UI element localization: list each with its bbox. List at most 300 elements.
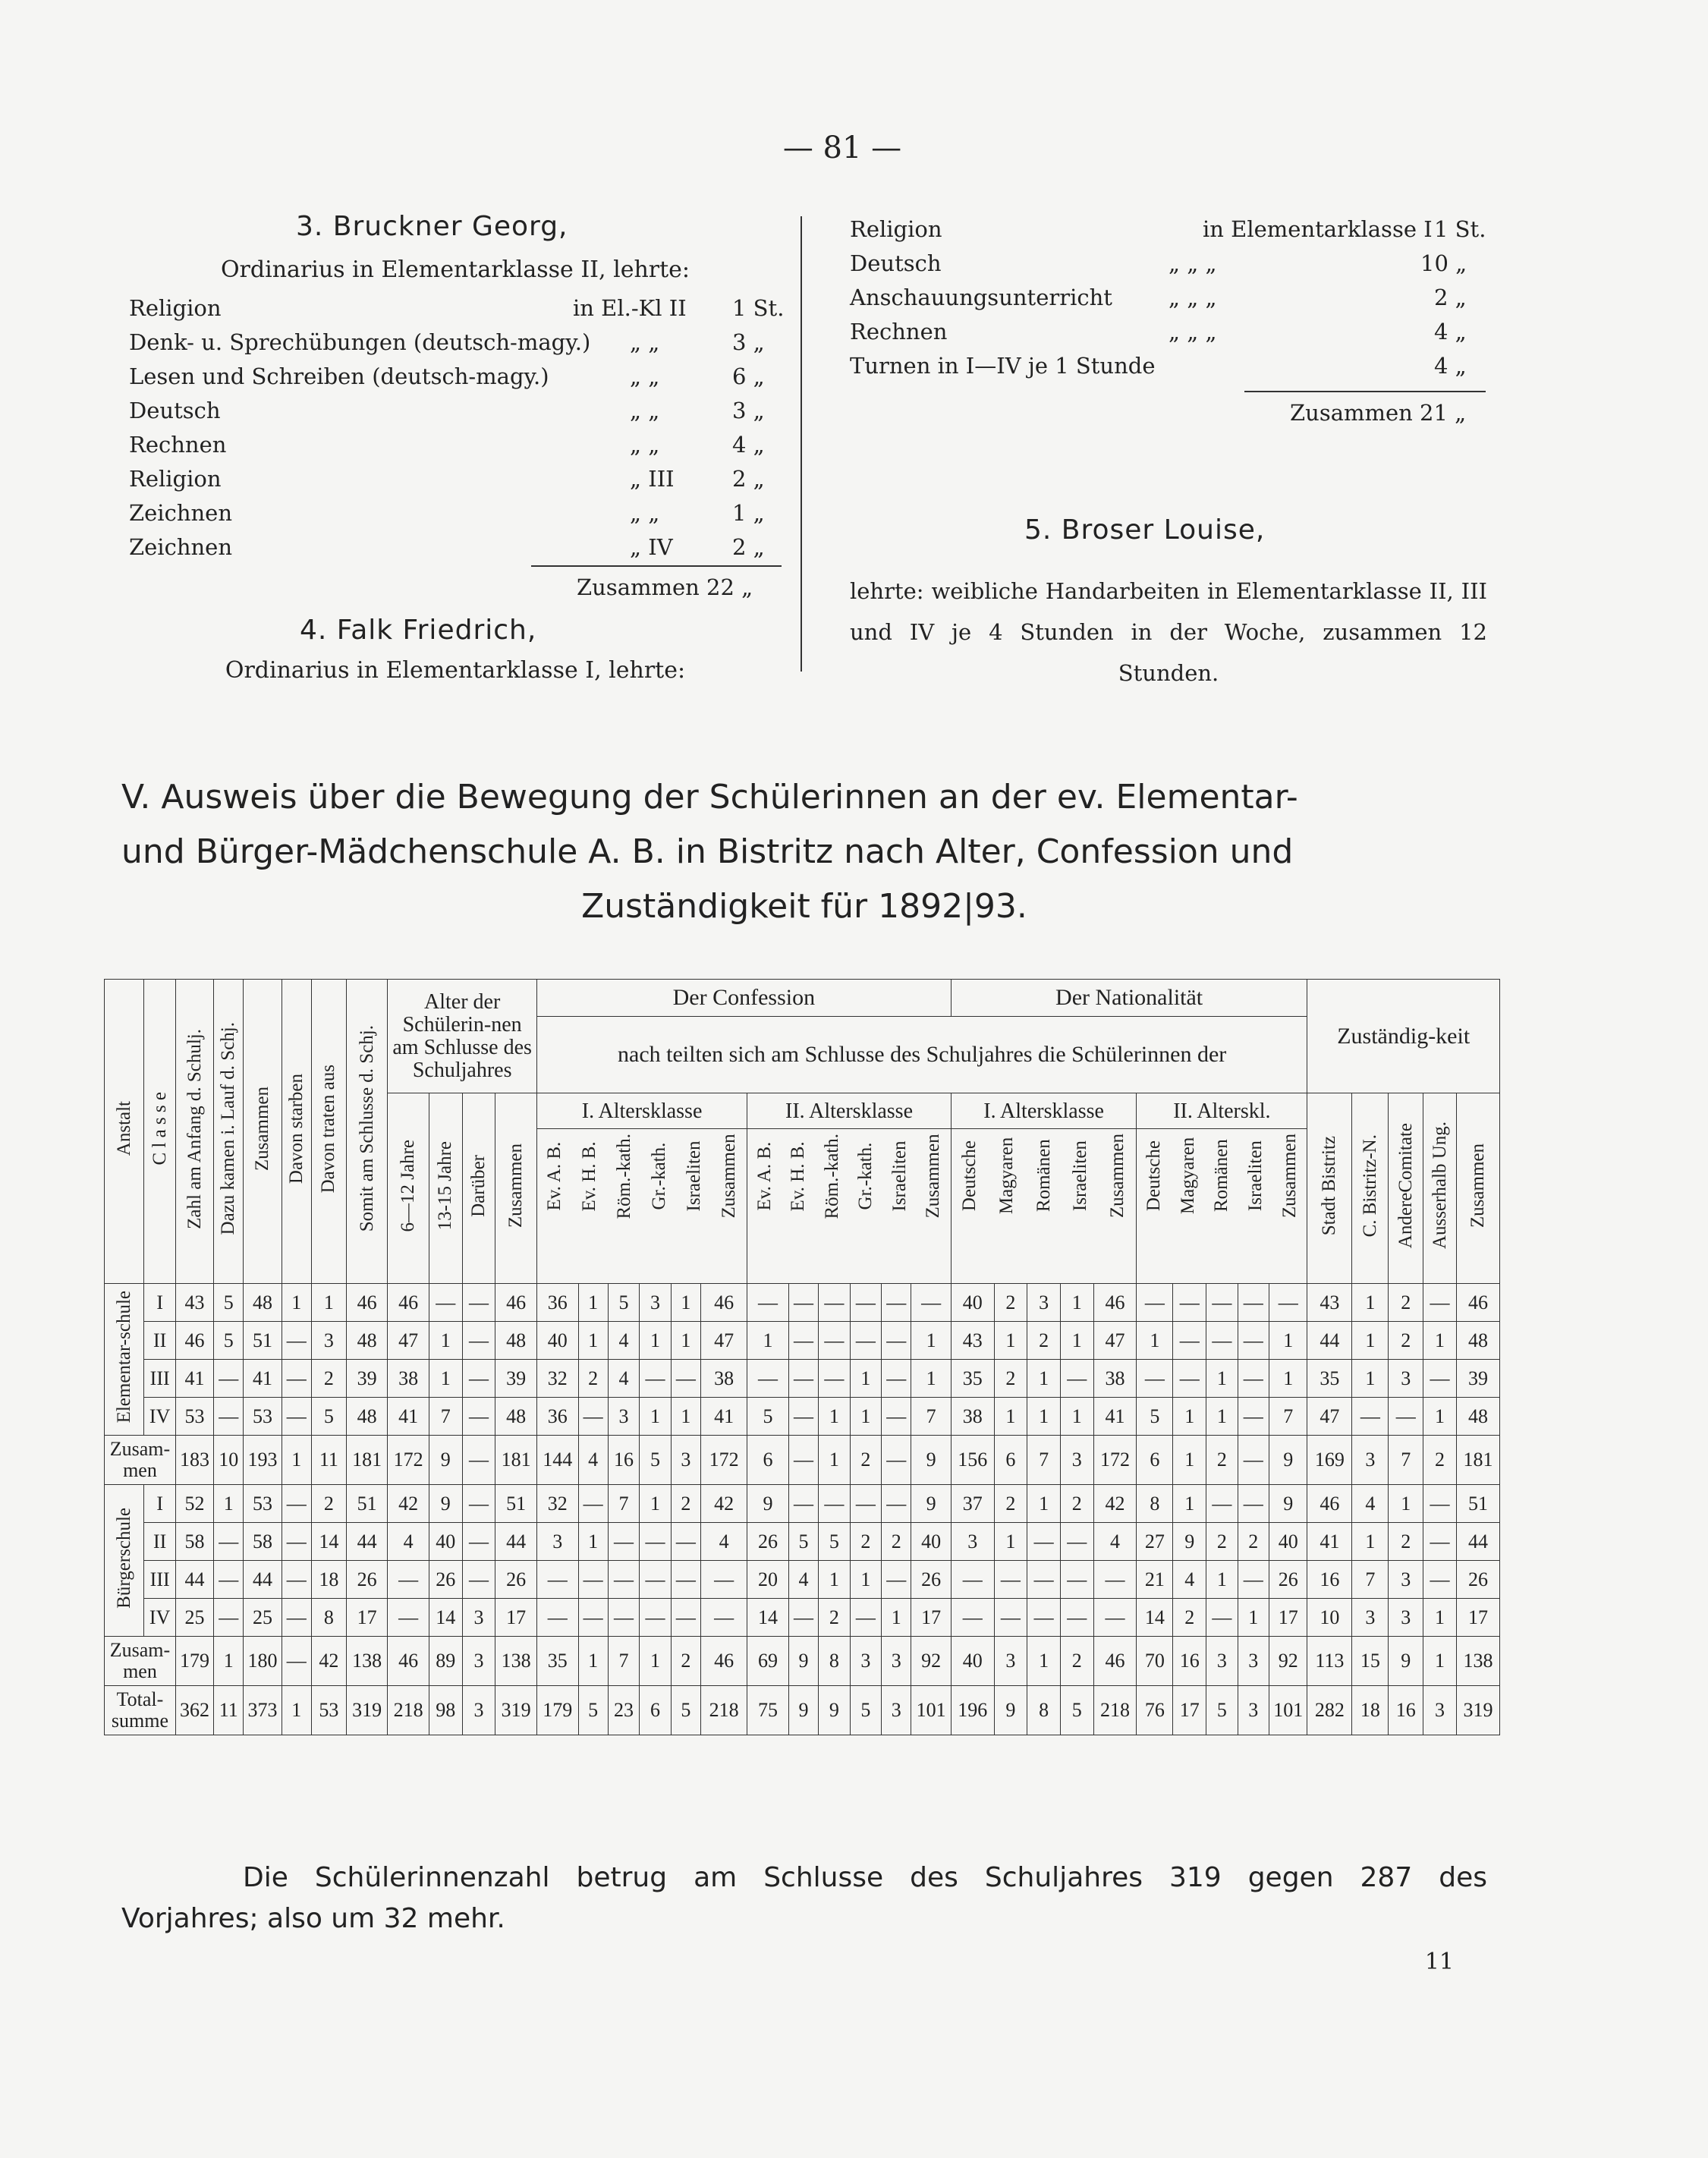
lesson-subject: Religion	[129, 466, 222, 492]
table-cell: 25	[175, 1599, 213, 1637]
lesson-class: „ „	[630, 398, 660, 423]
table-cell: —	[1027, 1599, 1061, 1637]
table-cell: —	[536, 1599, 578, 1637]
table-cell: 42	[701, 1485, 747, 1523]
table-cell: —	[850, 1322, 881, 1360]
table-cell: —	[1206, 1485, 1238, 1523]
table-cell: 14	[1137, 1599, 1173, 1637]
total-cell: 282	[1307, 1686, 1352, 1735]
teacher5-text: lehrte: weibliche Handarbeiten in Elementarklasse II, III und IV je 4 Stunden in der Woche, zusammen 12 Stunden.	[850, 578, 1487, 686]
table-cell: —	[819, 1360, 850, 1398]
sum-cell: 3	[1352, 1436, 1389, 1485]
table-cell: —	[1173, 1284, 1206, 1322]
table-cell: 1	[850, 1561, 881, 1599]
table-cell: 58	[244, 1523, 282, 1561]
table-cell: 2	[994, 1485, 1027, 1523]
table-cell: 26	[1269, 1561, 1307, 1599]
lesson-row	[850, 212, 1495, 247]
table-cell: 1	[1027, 1485, 1061, 1523]
table-cell: —	[1206, 1599, 1238, 1637]
table-cell: 1	[640, 1398, 671, 1436]
lesson-row	[129, 326, 782, 360]
total-cell: 218	[388, 1686, 429, 1735]
lesson-hours: 3 „	[732, 329, 765, 355]
table-cell: 44	[1456, 1523, 1499, 1561]
col-zust-andere-label: AndereComitate	[1395, 1122, 1416, 1249]
lesson-class: „ „ „	[1169, 285, 1217, 310]
table-cell: 1	[747, 1322, 789, 1360]
table-cell: —	[788, 1360, 818, 1398]
table-cell: —	[819, 1284, 850, 1322]
col-somit-label: Somit am Schlusse d. Schj.	[356, 1025, 377, 1232]
sum-cell: 42	[311, 1637, 346, 1686]
table-cell: —	[882, 1360, 911, 1398]
lesson-hours: 6 „	[732, 363, 765, 389]
lesson-subject: Religion	[129, 295, 222, 321]
table-cell: 53	[244, 1485, 282, 1523]
table-cell: 1	[578, 1523, 608, 1561]
table-cell: —	[671, 1360, 700, 1398]
col-conf2-evab: Ev. A. B.	[753, 1141, 775, 1211]
table-cell: 41	[701, 1398, 747, 1436]
total-cell: 5	[1060, 1686, 1093, 1735]
table-cell: 20	[747, 1561, 789, 1599]
total-cell: 8	[1027, 1686, 1061, 1735]
class-cell: II	[144, 1322, 175, 1360]
table-cell: —	[282, 1485, 311, 1523]
lesson-class: „ „ „	[1169, 319, 1217, 344]
col-classe-label: C l a s s e	[149, 1092, 170, 1166]
table-cell: 58	[175, 1523, 213, 1561]
table-cell: 1	[1389, 1485, 1423, 1523]
table-cell: —	[1027, 1523, 1061, 1561]
lesson-subject: Zeichnen	[129, 500, 233, 526]
table-cell: —	[578, 1561, 608, 1599]
table-cell: —	[747, 1284, 789, 1322]
total-cell: 5	[671, 1686, 700, 1735]
table-cell: 52	[175, 1485, 213, 1523]
sum-cell: 6	[747, 1436, 789, 1485]
lesson-class: „ „	[630, 329, 660, 355]
table-cell: 2	[671, 1485, 700, 1523]
table-cell: 3	[462, 1599, 495, 1637]
col-zahl-label: Zahl am Anfang d. Schulj.	[184, 1028, 205, 1229]
col-age-3-label: Darüber	[467, 1154, 489, 1217]
table-cell: 4	[608, 1360, 639, 1398]
table-cell: —	[1060, 1561, 1093, 1599]
table-cell: 48	[244, 1284, 282, 1322]
table-cell: 25	[244, 1599, 282, 1637]
sum-cell: 2	[671, 1637, 700, 1686]
teacher4-lessons	[850, 212, 1495, 383]
table-row	[105, 1360, 1500, 1398]
sum-rule	[531, 565, 782, 567]
lesson-row	[129, 360, 782, 394]
total-label: Total-summe	[105, 1686, 176, 1735]
table-cell: —	[701, 1599, 747, 1637]
total-cell: 11	[214, 1686, 244, 1735]
table-cell: 44	[346, 1523, 388, 1561]
table-cell: 9	[911, 1485, 951, 1523]
col-anstalt	[105, 980, 144, 1284]
table-cell: —	[882, 1561, 911, 1599]
lesson-class: „ IV	[630, 534, 673, 560]
lesson-row	[129, 462, 782, 496]
table-cell: —	[1238, 1398, 1269, 1436]
col-nat-alt1-label: I. Altersklasse	[952, 1099, 1137, 1129]
sum-rule	[1244, 391, 1486, 392]
sum-cell: 6	[1137, 1436, 1173, 1485]
total-cell: 179	[536, 1686, 578, 1735]
col-age-1	[388, 1093, 429, 1284]
class-cell: II	[144, 1523, 175, 1561]
table-cell: —	[1093, 1599, 1137, 1637]
table-cell: 43	[951, 1322, 994, 1360]
table-row	[105, 1523, 1500, 1561]
col-traten	[311, 980, 346, 1284]
sum-cell: 9	[911, 1436, 951, 1485]
table-cell: —	[1423, 1360, 1457, 1398]
table-cell: —	[640, 1523, 671, 1561]
table-cell: 1	[882, 1599, 911, 1637]
sum-cell: 138	[346, 1637, 388, 1686]
sum-cell: 2	[1060, 1637, 1093, 1686]
sum-cell: 1	[1173, 1436, 1206, 1485]
table-cell: 1	[578, 1322, 608, 1360]
page-number: — 81 —	[782, 131, 902, 165]
table-cell: 43	[175, 1284, 213, 1322]
total-cell: 196	[951, 1686, 994, 1735]
class-cell: I	[144, 1485, 175, 1523]
table-cell: 47	[701, 1322, 747, 1360]
col-classe	[144, 980, 175, 1284]
sum-cell: 3	[994, 1637, 1027, 1686]
table-cell: 1	[429, 1322, 462, 1360]
table-cell: 5	[747, 1398, 789, 1436]
table-cell: 1	[1206, 1398, 1238, 1436]
lesson-row	[129, 428, 782, 462]
table-cell: —	[1423, 1523, 1457, 1561]
table-cell: 1	[1423, 1599, 1457, 1637]
table-cell: 2	[578, 1360, 608, 1398]
table-cell: 1	[911, 1360, 951, 1398]
col-conf2-isr: Israeliten	[889, 1140, 910, 1212]
table-row	[105, 1284, 1500, 1322]
table-cell: 46	[388, 1284, 429, 1322]
table-cell: 26	[747, 1523, 789, 1561]
col-conf1-evab: Ev. A. B.	[543, 1141, 565, 1211]
table-cell: —	[882, 1284, 911, 1322]
table-cell: 46	[1093, 1284, 1137, 1322]
lesson-subject: Anschauungsunterricht	[850, 285, 1112, 310]
table-cell: 32	[536, 1360, 578, 1398]
sum-cell: 69	[747, 1637, 789, 1686]
table-cell: —	[701, 1561, 747, 1599]
col-zust-zus-label: Zusammen	[1467, 1143, 1488, 1228]
table-cell: 2	[994, 1284, 1027, 1322]
table-cell: 1	[850, 1398, 881, 1436]
table-cell: 44	[175, 1561, 213, 1599]
table-cell: 1	[214, 1485, 244, 1523]
table-cell: 41	[1093, 1398, 1137, 1436]
table-cell: —	[1423, 1561, 1457, 1599]
table-cell: —	[462, 1398, 495, 1436]
table-cell: 51	[495, 1485, 537, 1523]
sum-row	[105, 1637, 1500, 1686]
total-cell: 6	[640, 1686, 671, 1735]
lesson-row	[129, 530, 782, 565]
table-cell: —	[1060, 1523, 1093, 1561]
sum-cell: 46	[388, 1637, 429, 1686]
table-cell: —	[1423, 1485, 1457, 1523]
table-cell: 1	[1352, 1360, 1389, 1398]
table-cell: 5	[788, 1523, 818, 1561]
table-cell: —	[462, 1523, 495, 1561]
sum-cell: 9	[1389, 1637, 1423, 1686]
sum-cell: 156	[951, 1436, 994, 1485]
table-cell: 48	[346, 1322, 388, 1360]
total-cell: 5	[578, 1686, 608, 1735]
sum-cell: 16	[608, 1436, 639, 1485]
table-cell: 17	[911, 1599, 951, 1637]
table-cell: —	[1238, 1322, 1269, 1360]
table-cell: —	[747, 1360, 789, 1398]
section-title-line-2: und Bürger-Mädchenschule A. B. in Bistritz nach Alter, Confession und	[121, 832, 1294, 871]
sum-cell: 2	[850, 1436, 881, 1485]
table-cell: 2	[1027, 1322, 1061, 1360]
col-zust-ausser-label: Ausserhalb Ung.	[1429, 1121, 1450, 1250]
col-nach-teilten: nach teilten sich am Schlusse des Schuljahres die Schülerinnen der	[536, 1017, 1307, 1093]
table-cell: 43	[1307, 1284, 1352, 1322]
table-cell: 1	[671, 1284, 700, 1322]
col-alter: Alter der Schülerin-nen am Schlusse des Schuljahres	[388, 980, 537, 1093]
table-cell: 1	[1352, 1322, 1389, 1360]
table-cell: 27	[1137, 1523, 1173, 1561]
sum-cell: 40	[951, 1637, 994, 1686]
table-cell: 38	[701, 1360, 747, 1398]
sum-cell: 35	[536, 1637, 578, 1686]
total-cell: 53	[311, 1686, 346, 1735]
col-nat-alt1	[951, 1093, 1137, 1284]
table-cell: —	[819, 1322, 850, 1360]
table-cell: —	[671, 1561, 700, 1599]
total-cell: 101	[1269, 1686, 1307, 1735]
table-cell: 36	[536, 1398, 578, 1436]
col-nat1-zus: Zusammen	[1106, 1134, 1128, 1219]
col-zusammen-1	[244, 980, 282, 1284]
table-cell: 1	[1060, 1284, 1093, 1322]
col-conf2-gk: Gr.-kath.	[855, 1142, 876, 1210]
col-conf1-gk: Gr.-kath.	[649, 1142, 670, 1210]
table-cell: 40	[1269, 1523, 1307, 1561]
lesson-hours: 1 St.	[732, 295, 785, 321]
lesson-subject: Rechnen	[129, 432, 227, 458]
col-nat1-magyaren: Magyaren	[996, 1137, 1017, 1215]
table-cell: 1	[1423, 1398, 1457, 1436]
table-cell: 7	[429, 1398, 462, 1436]
sum-cell: 144	[536, 1436, 578, 1485]
table-cell: 53	[244, 1398, 282, 1436]
sum-label: Zusam-men	[105, 1637, 176, 1686]
table-cell: 17	[1269, 1599, 1307, 1637]
sum-cell: 169	[1307, 1436, 1352, 1485]
lesson-hours: 3 „	[732, 398, 765, 423]
col-conf2-zus: Zusammen	[923, 1134, 944, 1219]
table-cell: 4	[1173, 1561, 1206, 1599]
table-cell: 8	[311, 1599, 346, 1637]
table-cell: 3	[311, 1322, 346, 1360]
table-cell: —	[994, 1561, 1027, 1599]
table-cell: 48	[346, 1398, 388, 1436]
table-cell: 3	[1027, 1284, 1061, 1322]
total-cell: 362	[175, 1686, 213, 1735]
table-row	[105, 1599, 1500, 1637]
teacher5-name: 5. Broser Louise,	[1024, 514, 1266, 546]
table-cell: —	[1352, 1398, 1389, 1436]
table-cell: 5	[1137, 1398, 1173, 1436]
table-cell: 2	[994, 1360, 1027, 1398]
sum-cell: 172	[388, 1436, 429, 1485]
table-row	[105, 1322, 1500, 1360]
total-cell: 76	[1137, 1686, 1173, 1735]
sum-cell: 181	[495, 1436, 537, 1485]
sum-cell: 7	[608, 1637, 639, 1686]
table-cell: —	[462, 1284, 495, 1322]
table-cell: 40	[429, 1523, 462, 1561]
total-cell: 101	[911, 1686, 951, 1735]
table-cell: —	[882, 1398, 911, 1436]
sum-cell: —	[282, 1637, 311, 1686]
total-cell: 9	[994, 1686, 1027, 1735]
table-cell: —	[1238, 1284, 1269, 1322]
table-cell: 48	[1456, 1398, 1499, 1436]
table-cell: 1	[1269, 1360, 1307, 1398]
table-cell: 1	[994, 1398, 1027, 1436]
table-cell: 41	[388, 1398, 429, 1436]
table-cell: 3	[640, 1284, 671, 1322]
lesson-hours: 1 St.	[1434, 216, 1486, 242]
col-zusammen-1-label: Zusammen	[252, 1086, 273, 1172]
lesson-class: „ „	[630, 363, 660, 389]
sum-cell: 1	[578, 1637, 608, 1686]
sum-cell: 6	[994, 1436, 1027, 1485]
table-cell: 10	[1307, 1599, 1352, 1637]
col-nat-alt2	[1137, 1093, 1307, 1284]
table-cell: 1	[1238, 1599, 1269, 1637]
table-cell: 39	[346, 1360, 388, 1398]
col-dazu	[214, 980, 244, 1284]
col-conf2-rk: Röm.-kath.	[821, 1134, 842, 1219]
table-cell: 3	[536, 1523, 578, 1561]
sum-cell: 183	[175, 1436, 213, 1485]
table-cell: 46	[495, 1284, 537, 1322]
col-nationalitaet: Der Nationalität	[951, 980, 1307, 1017]
table-cell: 40	[911, 1523, 951, 1561]
section-title-line-3: Zuständigkeit für 1892|93.	[581, 887, 1027, 926]
table-cell: 35	[951, 1360, 994, 1398]
table-cell: 2	[1060, 1485, 1093, 1523]
sum-label: Zusam-men	[105, 1436, 176, 1485]
lesson-class: „ III	[630, 466, 675, 492]
table-cell: 48	[1456, 1322, 1499, 1360]
sum-cell: 92	[911, 1637, 951, 1686]
table-cell: 1	[671, 1322, 700, 1360]
sum-cell: 3	[1238, 1637, 1269, 1686]
table-cell: 38	[388, 1360, 429, 1398]
sum-cell: 3	[671, 1436, 700, 1485]
table-cell: —	[282, 1599, 311, 1637]
table-cell: 2	[1389, 1523, 1423, 1561]
lesson-row	[850, 281, 1495, 315]
table-cell: —	[788, 1322, 818, 1360]
signature-number: 11	[1424, 1949, 1454, 1975]
sum-cell: 9	[429, 1436, 462, 1485]
col-conf1-isr: Israeliten	[684, 1140, 705, 1212]
col-nat-alt2-label: II. Alterskl.	[1137, 1099, 1307, 1129]
table-cell: 17	[495, 1599, 537, 1637]
lesson-row	[850, 247, 1495, 281]
col-nat2-zus: Zusammen	[1279, 1134, 1300, 1219]
total-cell: 9	[788, 1686, 818, 1735]
table-cell: 7	[1269, 1398, 1307, 1436]
table-cell: 1	[429, 1360, 462, 1398]
table-cell: 2	[1206, 1523, 1238, 1561]
table-cell: 44	[1307, 1322, 1352, 1360]
sum-cell: 9	[788, 1637, 818, 1686]
table-cell: 40	[536, 1322, 578, 1360]
table-cell: —	[1206, 1284, 1238, 1322]
table-cell: 2	[1389, 1322, 1423, 1360]
table-cell: 1	[819, 1398, 850, 1436]
table-cell: 1	[994, 1322, 1027, 1360]
table-cell: 1	[911, 1322, 951, 1360]
table-cell: —	[282, 1360, 311, 1398]
table-cell: —	[1060, 1360, 1093, 1398]
table-cell: 3	[1389, 1360, 1423, 1398]
table-cell: 2	[850, 1523, 881, 1561]
table-cell: 46	[1307, 1485, 1352, 1523]
table-cell: —	[1206, 1322, 1238, 1360]
table-cell: —	[388, 1561, 429, 1599]
table-cell: —	[850, 1284, 881, 1322]
total-cell: 319	[346, 1686, 388, 1735]
sum-cell: 7	[1027, 1436, 1061, 1485]
teacher3-total: Zusammen 22 „	[577, 574, 753, 600]
lesson-subject: Deutsch	[129, 398, 221, 423]
table-cell: 26	[429, 1561, 462, 1599]
table-cell: 3	[608, 1398, 639, 1436]
lesson-hours: 2 „	[1434, 285, 1467, 310]
table-cell: 1	[1173, 1398, 1206, 1436]
table-cell: 51	[244, 1322, 282, 1360]
table-cell: 1	[994, 1523, 1027, 1561]
table-cell: 7	[608, 1485, 639, 1523]
lesson-hours: 1 „	[732, 500, 765, 526]
table-cell: 8	[1137, 1485, 1173, 1523]
total-cell: 98	[429, 1686, 462, 1735]
lesson-row	[129, 496, 782, 530]
table-cell: 16	[1307, 1561, 1352, 1599]
table-cell: 9	[747, 1485, 789, 1523]
sum-cell: 1	[819, 1436, 850, 1485]
lesson-hours: 4 „	[1434, 319, 1467, 344]
table-cell: 38	[951, 1398, 994, 1436]
table-cell: —	[462, 1360, 495, 1398]
col-age-2	[429, 1093, 462, 1284]
table-cell: 41	[244, 1360, 282, 1398]
table-row	[105, 1561, 1500, 1599]
table-cell: —	[819, 1485, 850, 1523]
